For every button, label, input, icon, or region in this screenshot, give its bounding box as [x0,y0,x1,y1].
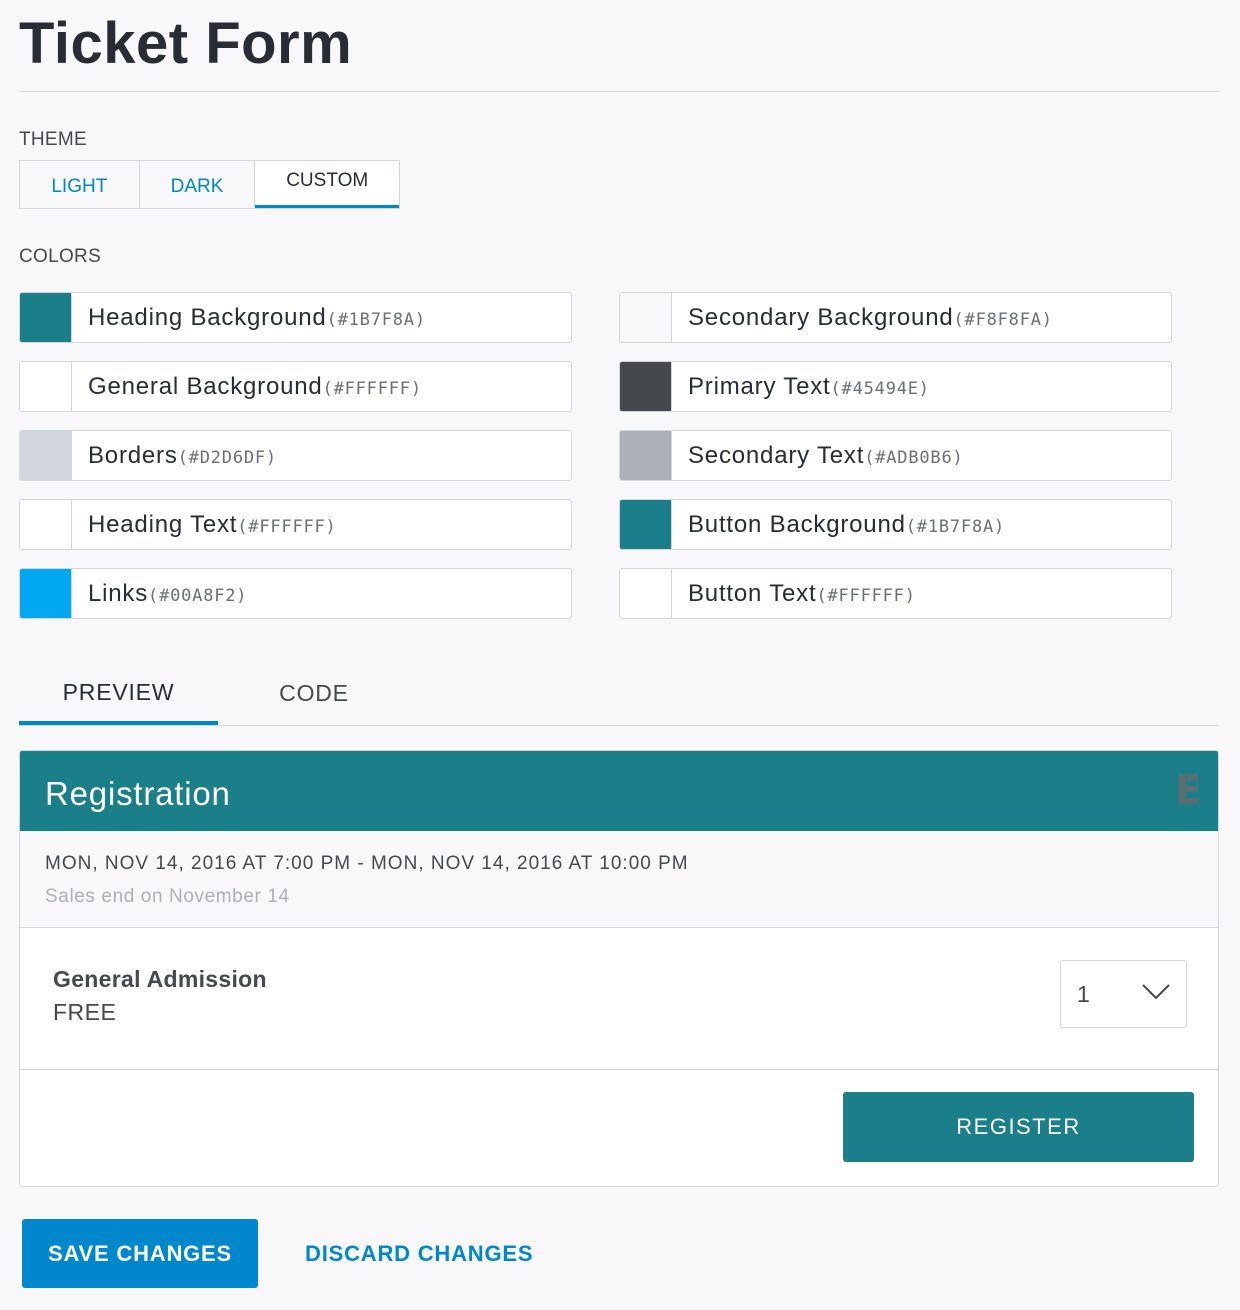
color-hex: (#F8F8FA) [953,309,1053,330]
color-field-primary-text[interactable] [619,361,1172,412]
ticket-price: FREE [53,999,117,1025]
ticket-row [20,928,1218,1070]
preview-header [20,751,1218,831]
color-hex: (#1B7F8A) [326,309,426,330]
discard-changes-link[interactable]: DISCARD CHANGES [305,1241,534,1266]
theme-tab-dark[interactable]: DARK [140,161,256,208]
page-title: Ticket Form [19,11,353,76]
colors-label: COLORS [19,246,102,267]
color-swatch[interactable] [620,362,672,411]
color-name: Heading Background [88,303,327,331]
color-field-heading-text[interactable] [19,499,572,550]
color-hex: (#FFFFFF) [322,378,422,399]
color-name: Heading Text [88,510,238,538]
quantity-value: 1 [1077,980,1090,1007]
sales-end-note: Sales end on November 14 [45,886,290,907]
color-swatch[interactable] [20,569,72,618]
register-row [20,1070,1218,1185]
tab-code[interactable]: CODE [279,680,349,706]
ticket-preview [19,750,1219,1187]
color-name: Button Text [688,579,817,607]
view-tabs [19,662,1219,726]
theme-tabs [19,160,400,209]
color-swatch[interactable] [20,500,72,549]
color-hex: (#FFFFFF) [237,516,337,537]
color-swatch[interactable] [620,293,672,342]
color-hex: (#45494E) [830,378,930,399]
chevron-down-icon [1142,983,1170,1001]
tab-preview[interactable]: PREVIEW [19,662,218,725]
event-date: MON, NOV 14, 2016 AT 7:00 PM - MON, NOV 14, 2016 AT 10:00 PM [45,853,689,874]
color-hex: (#1B7F8A) [905,516,1006,537]
color-field-links[interactable] [19,568,572,619]
brand-logo-icon: E [1174,768,1202,814]
color-swatch[interactable] [620,500,672,549]
title-divider [19,91,1219,92]
color-field-button-background[interactable] [619,499,1172,550]
color-name: Secondary Text [688,441,865,469]
color-field-general-background[interactable] [19,361,572,412]
color-name: General Background [88,372,323,400]
theme-tab-custom[interactable]: CUSTOM [255,161,399,208]
color-name: Primary Text [688,372,831,400]
color-hex: (#FFFFFF) [816,585,916,606]
color-field-heading-background[interactable] [19,292,572,343]
color-field-button-text[interactable] [619,568,1172,619]
color-hex: (#ADB0B6) [864,447,964,468]
register-button[interactable]: REGISTER [843,1092,1194,1162]
color-hex: (#D2D6DF) [177,447,277,468]
save-changes-button[interactable]: SAVE CHANGES [22,1219,258,1288]
color-field-borders[interactable] [19,430,572,481]
color-name: Borders [88,441,178,469]
quantity-select[interactable] [1060,960,1187,1028]
color-field-secondary-background[interactable] [619,292,1172,343]
color-swatch[interactable] [20,431,72,480]
color-name: Links [88,579,149,607]
ticket-name: General Admission [53,966,267,992]
color-name: Button Background [688,510,906,538]
color-field-secondary-text[interactable] [619,430,1172,481]
preview-title: Registration [45,775,231,812]
theme-label: THEME [19,129,87,150]
color-swatch[interactable] [620,431,672,480]
theme-tab-light[interactable]: LIGHT [20,161,140,208]
color-swatch[interactable] [20,293,72,342]
event-date-panel [20,831,1218,928]
color-hex: (#00A8F2) [148,585,248,606]
color-swatch[interactable] [620,569,672,618]
color-swatch[interactable] [20,362,72,411]
color-name: Secondary Background [688,303,954,331]
